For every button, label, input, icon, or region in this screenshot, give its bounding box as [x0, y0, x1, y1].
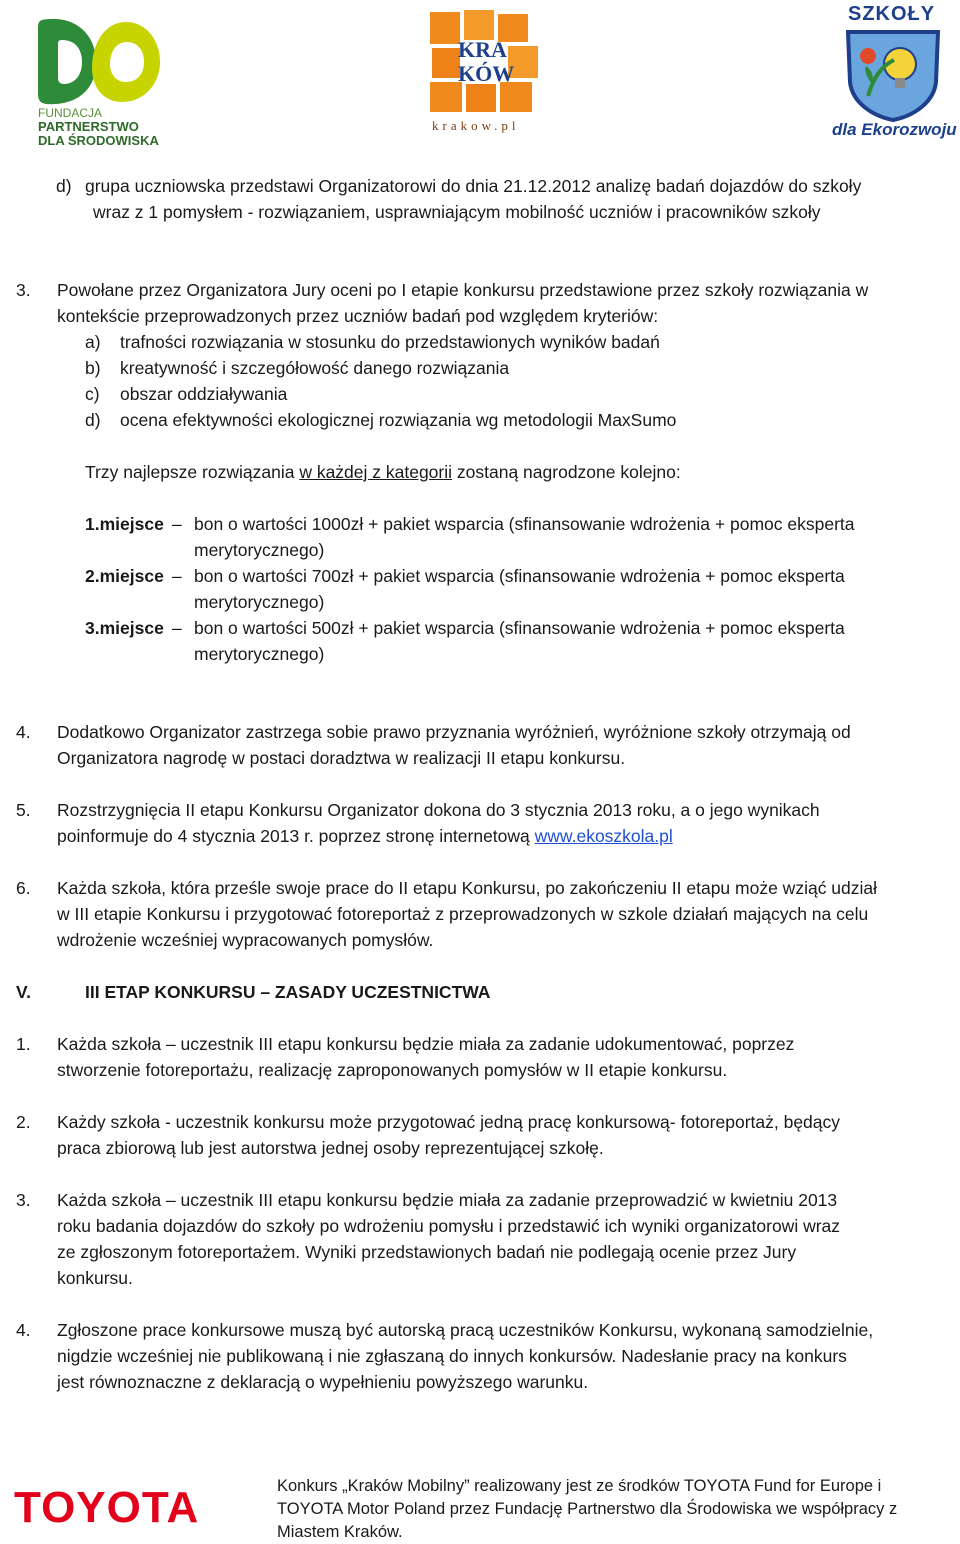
ekoszkola-link[interactable]: www.ekoszkola.pl [534, 826, 673, 846]
logo-krakow [428, 8, 546, 138]
v3-line3: ze zgłoszonym fotoreportażem. Wyniki przedstawionych badań nie podlegają ocenie przez Jury [57, 1242, 797, 1262]
shield-lightbulb-icon [838, 26, 948, 122]
v2-line1: Każdy szkoła - uczestnik konkursu może przygotować jedną pracę konkursową- fotoreportaż, będący [57, 1112, 841, 1132]
criteria-b-marker: b) [85, 358, 101, 378]
v1-number: 1. [16, 1034, 31, 1054]
prize-3-place: 3.miejsce [85, 618, 164, 638]
footer-line2: TOYOTA Motor Poland przez Fundację Partnerstwo dla Środowiska we współpracy z [277, 1500, 898, 1518]
p5-number: 5. [16, 800, 31, 820]
v4-line2: nigdzie wcześniej nie publikowaną i nie zgłaszaną do innych konkursów. Nadesłanie pracy na konkurs [57, 1346, 847, 1366]
fundacja-line2: PARTNERSTWO [38, 119, 139, 134]
best-solutions-b: zostaną nagrodzone kolejno: [456, 462, 681, 482]
item-d-line2: wraz z 1 pomysłem - rozwiązaniem, usprawniającym mobilność uczniów i pracowników szkoły [93, 202, 821, 222]
v1-line1: Każda szkoła – uczestnik III etapu konkursu będzie miała za zadanie udokumentować, poprzez [57, 1034, 795, 1054]
p6-number: 6. [16, 878, 31, 898]
toyota-wordmark: TOYOTA [14, 1483, 200, 1532]
v3-number: 3. [16, 1190, 31, 1210]
logo-fundacja [30, 12, 170, 150]
v1-line2: stworzenie fotoreportażu, realizację zaproponowanych pomysłów w II etapie konkursu. [57, 1060, 728, 1080]
criteria-a-marker: a) [85, 332, 101, 352]
v3-line2: roku badania dojazdów do szkoły po wdrożeniu pomysłu i przedstawić ich wyniki organizatorowi wraz [57, 1216, 841, 1236]
fundacja-line3: DLA ŚRODOWISKA [38, 133, 159, 148]
v3-line4: konkursu. [57, 1268, 133, 1288]
logo-szkoly [826, 2, 958, 144]
criteria-d-marker: d) [85, 410, 101, 430]
prize-2-line1: bon o wartości 700zł + pakiet wsparcia (sfinansowanie wdrożenia + pomoc eksperta [194, 566, 845, 586]
v2-number: 2. [16, 1112, 31, 1132]
prize-3-dash: – [172, 618, 182, 638]
criteria-a-text: trafności rozwiązania w stosunku do przedstawionych wyników badań [120, 332, 660, 352]
prize-2-place: 2.miejsce [85, 566, 164, 586]
section-v-title: III ETAP KONKURSU – ZASADY UCZESTNICTWA [85, 982, 491, 1002]
v2-line2: praca zbiorową lub jest autorstwa jednej osoby reprezentującej szkołę. [57, 1138, 604, 1158]
prize-3-line2: merytorycznego) [194, 644, 325, 664]
item-d-line1: grupa uczniowska przedstawi Organizatorowi do dnia 21.12.2012 analizę badań dojazdów do szkoły [85, 176, 862, 196]
p5-line1: Rozstrzygnięcia II etapu Konkursu Organizator dokona do 3 stycznia 2013 roku, a o jego wynikach [57, 800, 820, 820]
p3-line2: kontekście przeprowadzonych przez uczniów badań pod względem kryteriów: [57, 306, 659, 326]
criteria-c-text: obszar oddziaływania [120, 384, 288, 404]
fundacja-line1: FUNDACJA [38, 106, 103, 120]
p6-line2: w III etapie Konkursu i przygotować fotoreportaż z przeprowadzonych w szkole działań mających na celu [57, 904, 869, 924]
prize-1-place: 1.miejsce [85, 514, 164, 534]
section-v-number: V. [16, 982, 31, 1002]
p6-line3: wdrożenie wcześniej wypracowanych pomysłów. [57, 930, 434, 950]
prize-1-dash: – [172, 514, 182, 534]
p4-line2: Organizatora nagrodę w postaci doradztwa w realizacji II etapu konkursu. [57, 748, 626, 768]
best-solutions-a: Trzy najlepsze rozwiązania [85, 462, 295, 482]
p5-line2: poinformuje do 4 stycznia 2013 r. poprzez stronę internetową [57, 826, 530, 846]
item-d-marker: d) [56, 176, 72, 196]
szkoly-bottom: dla Ekorozwoju [832, 120, 957, 139]
criteria-b-text: kreatywność i szczegółowość danego rozwiązania [120, 358, 510, 378]
criteria-d-text: ocena efektywności ekologicznej rozwiązania wg metodologii MaxSumo [120, 410, 677, 430]
krakow-line1: KRA [458, 37, 507, 62]
v4-number: 4. [16, 1320, 31, 1340]
prize-3-line1: bon o wartości 500zł + pakiet wsparcia (sfinansowanie wdrożenia + pomoc eksperta [194, 618, 845, 638]
p5-line2-wrap [57, 823, 673, 849]
prize-1-line1: bon o wartości 1000zł + pakiet wsparcia (sfinansowanie wdrożenia + pomoc eksperta [194, 514, 855, 534]
toyota-logo [14, 1484, 244, 1532]
v4-line3: jest równoznaczne z deklaracją o wypełnieniu powyższego warunku. [57, 1372, 589, 1392]
krakow-line2: KÓW [458, 61, 515, 86]
p4-line1: Dodatkowo Organizator zastrzega sobie prawo przyznania wyróżnień, wyróżnione szkoły otrzymają od [57, 722, 851, 742]
p4-number: 4. [16, 722, 31, 742]
prize-2-line2: merytorycznego) [194, 592, 325, 612]
v4-line1: Zgłoszone prace konkursowe muszą być autorską pracą uczestników Konkursu, wykonaną samodzielnie, [57, 1320, 874, 1340]
best-solutions-line [85, 459, 681, 485]
v3-line1: Każda szkoła – uczestnik III etapu konkursu będzie miała za zadanie przeprowadzić w kwietniu 2013 [57, 1190, 838, 1210]
krakow-domain: krakow.pl [432, 118, 520, 133]
prize-2-dash: – [172, 566, 182, 586]
footer-line3: Miastem Kraków. [277, 1523, 403, 1541]
best-solutions-underlined: w każdej z kategorii [299, 462, 453, 482]
prize-1-line2: merytorycznego) [194, 540, 325, 560]
footer-line1: Konkurs „Kraków Mobilny” realizowany jest ze środków TOYOTA Fund for Europe i [277, 1477, 882, 1495]
szkoly-top: SZKOŁY [848, 3, 936, 25]
p3-number: 3. [16, 280, 31, 300]
p6-line1: Każda szkoła, która prześle swoje prace do II etapu Konkursu, po zakończeniu II etapu może wziąć udział [57, 878, 878, 898]
p3-line1: Powołane przez Organizatora Jury oceni po I etapie konkursu przedstawione przez szkoły rozwiązania w [57, 280, 869, 300]
fundacja-leaf-icon [34, 14, 164, 109]
criteria-c-marker: c) [85, 384, 100, 404]
